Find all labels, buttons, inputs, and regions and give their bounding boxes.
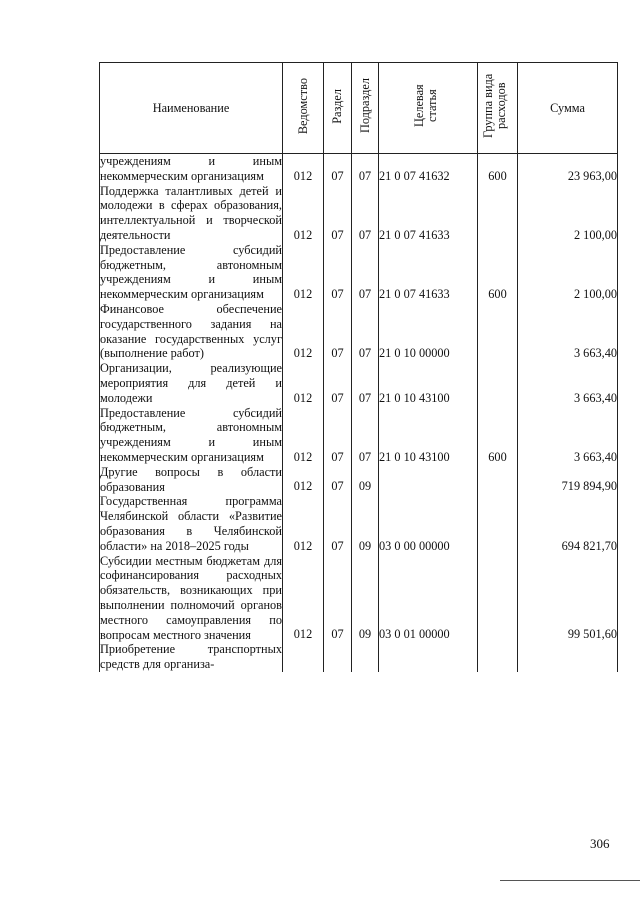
row-sum bbox=[518, 642, 618, 672]
row-podrazdel: 07 bbox=[352, 154, 379, 184]
row-podrazdel: 09 bbox=[352, 494, 379, 553]
row-group: 600 bbox=[478, 406, 518, 465]
row-name: Приобретение транспортных средств для организа- bbox=[100, 642, 282, 672]
row-target: 21 0 07 41633 bbox=[379, 243, 478, 302]
row-podrazdel: 07 bbox=[352, 184, 379, 243]
table-row bbox=[100, 361, 618, 405]
row-name: Предоставление субсидий бюджетным, автономным учреждениям и иным некоммерческим организациям bbox=[100, 242, 282, 302]
table-body bbox=[100, 154, 618, 672]
row-name: Государственная программа Челябинской области «Развитие образования в Челябинской области» на 2018–2025 годы bbox=[100, 494, 282, 553]
table-row bbox=[100, 554, 618, 643]
row-podrazdel: 09 bbox=[352, 465, 379, 495]
row-sum: 3 663,40 bbox=[518, 361, 618, 405]
row-name: Предоставление субсидий бюджетным, автономным учреждениям и иным некоммерческим организациям bbox=[100, 405, 282, 464]
row-group bbox=[478, 361, 518, 405]
row-podrazdel: 09 bbox=[352, 554, 379, 643]
row-razdel: 07 bbox=[324, 465, 352, 495]
row-target: 03 0 01 00000 bbox=[379, 554, 478, 643]
row-target: 21 0 07 41632 bbox=[379, 154, 478, 184]
row-name: учреждениям и иным некоммерческим организациям bbox=[100, 154, 282, 183]
row-target bbox=[379, 642, 478, 672]
row-razdel: 07 bbox=[324, 243, 352, 302]
header-name: Наименование bbox=[100, 63, 283, 154]
row-name: Другие вопросы в области образования bbox=[100, 464, 282, 494]
row-vedomstvo: 012 bbox=[283, 406, 324, 465]
row-name: Организации, реализующие мероприятия для детей и молодежи bbox=[100, 361, 282, 405]
row-podrazdel: 07 bbox=[352, 406, 379, 465]
row-group: 600 bbox=[478, 243, 518, 302]
row-target: 21 0 10 43100 bbox=[379, 361, 478, 405]
row-razdel: 07 bbox=[324, 406, 352, 465]
header-target: Целевая статья bbox=[379, 63, 478, 154]
row-vedomstvo: 012 bbox=[283, 184, 324, 243]
row-group bbox=[478, 554, 518, 643]
row-group bbox=[478, 302, 518, 361]
row-vedomstvo: 012 bbox=[283, 302, 324, 361]
row-razdel: 07 bbox=[324, 154, 352, 184]
footer-line bbox=[500, 880, 640, 881]
row-group bbox=[478, 184, 518, 243]
row-vedomstvo: 012 bbox=[283, 154, 324, 184]
row-sum: 2 100,00 bbox=[518, 184, 618, 243]
table-row bbox=[100, 184, 618, 243]
row-group: 600 bbox=[478, 154, 518, 184]
row-target: 21 0 10 00000 bbox=[379, 302, 478, 361]
row-podrazdel: 07 bbox=[352, 302, 379, 361]
row-razdel: 07 bbox=[324, 361, 352, 405]
table-row bbox=[100, 154, 618, 184]
table-row bbox=[100, 494, 618, 553]
table-row bbox=[100, 243, 618, 302]
row-vedomstvo bbox=[283, 642, 324, 672]
row-podrazdel: 07 bbox=[352, 361, 379, 405]
table-header-row bbox=[100, 63, 618, 154]
table-row bbox=[100, 406, 618, 465]
row-group bbox=[478, 494, 518, 553]
header-group: Группа вида расходов bbox=[478, 63, 518, 154]
row-vedomstvo: 012 bbox=[283, 243, 324, 302]
header-sum: Сумма bbox=[518, 63, 618, 154]
row-razdel: 07 bbox=[324, 554, 352, 643]
row-vedomstvo: 012 bbox=[283, 361, 324, 405]
row-name: Субсидии местным бюджетам для софинансирования расходных обязательств, возникающих при выполнении полномочий органов местного самоуправления по вопросам местного значения bbox=[100, 553, 282, 642]
row-sum: 23 963,00 bbox=[518, 154, 618, 184]
row-sum: 694 821,70 bbox=[518, 494, 618, 553]
row-sum: 719 894,90 bbox=[518, 465, 618, 495]
row-sum: 3 663,40 bbox=[518, 302, 618, 361]
row-vedomstvo: 012 bbox=[283, 494, 324, 553]
row-name: Поддержка талантливых детей и молодежи в сферах образования, интеллектуальной и творческой деятельности bbox=[100, 183, 282, 242]
row-vedomstvo: 012 bbox=[283, 465, 324, 495]
budget-table bbox=[99, 62, 618, 672]
header-vedomstvo: Ведомство bbox=[283, 63, 324, 154]
row-target: 21 0 10 43100 bbox=[379, 406, 478, 465]
table-row bbox=[100, 465, 618, 495]
header-podrazdel: Подраздел bbox=[352, 63, 379, 154]
row-razdel: 07 bbox=[324, 494, 352, 553]
table-row bbox=[100, 642, 618, 672]
row-name: Финансовое обеспечение государственного задания на оказание государственных услуг (выполнение работ) bbox=[100, 301, 282, 361]
row-target: 03 0 00 00000 bbox=[379, 494, 478, 553]
row-group bbox=[478, 642, 518, 672]
row-podrazdel bbox=[352, 642, 379, 672]
row-sum: 3 663,40 bbox=[518, 406, 618, 465]
table-row bbox=[100, 302, 618, 361]
row-razdel: 07 bbox=[324, 184, 352, 243]
row-podrazdel: 07 bbox=[352, 243, 379, 302]
row-sum: 99 501,60 bbox=[518, 554, 618, 643]
row-vedomstvo: 012 bbox=[283, 554, 324, 643]
page-number: 306 bbox=[590, 836, 610, 851]
row-group bbox=[478, 465, 518, 495]
row-razdel: 07 bbox=[324, 302, 352, 361]
row-target: 21 0 07 41633 bbox=[379, 184, 478, 243]
row-sum: 2 100,00 bbox=[518, 243, 618, 302]
row-target bbox=[379, 465, 478, 495]
row-razdel bbox=[324, 642, 352, 672]
header-razdel: Раздел bbox=[324, 63, 352, 154]
